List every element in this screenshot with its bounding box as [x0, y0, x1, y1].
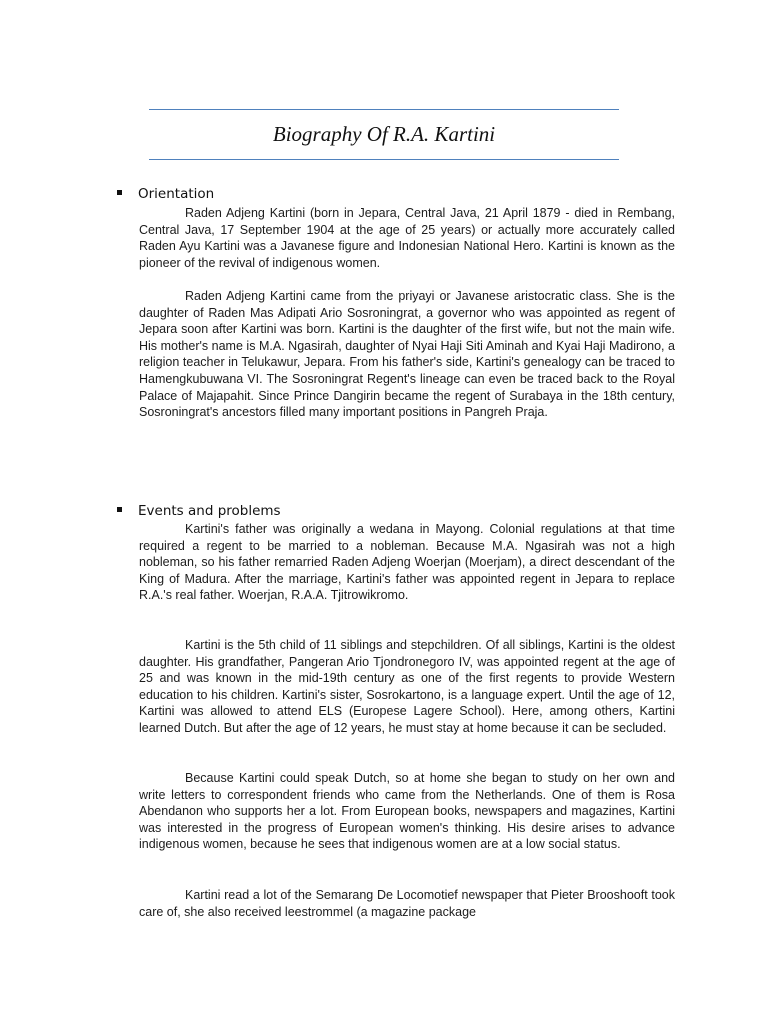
title-top-rule — [149, 109, 619, 110]
paragraph: Because Kartini could speak Dutch, so at home she began to study on her own and write letters to correspondent friends who came from the Netherlands. One of them is Rosa Abendanon who supports her a lot. From European books, newspapers and magazines, Kartini was interested in the progress of European women's thinking. His desire arises to advance indigenous women, because he sees that indigenous women are at a low social status. — [139, 771, 675, 852]
title-bottom-rule — [149, 159, 619, 160]
section-heading-text: Orientation — [138, 186, 215, 202]
paragraph: Raden Adjeng Kartini came from the priyayi or Javanese aristocratic class. She is the daughter of Raden Mas Adipati Ario Sosroningrat, a governor who was appointed as regent of Jepara soon after Kartini was born. Kartini is the daughter of the first wife, but not the main wife. His mother's name is M.A. Ngasirah, daughter of Nyai Haji Siti Aminah and Kyai Haji Madirono, a religion teacher in Telukawur, Jepara. From his father's side, Kartini's genealogy can be traced to Hamengkubuwana VI. The Sosroningrat Regent's lineage can even be traced back to the Royal Palace of Majapahit. Since Prince Dangirin became the regent of Surabaya in the 18th century, Sosroningrat's ancestors filled many important positions in Pangreh Praja. — [139, 289, 675, 420]
document-title: Biography Of R.A. Kartini — [272, 122, 496, 146]
section-heading-text: Events and problems — [138, 503, 281, 519]
paragraph: Kartini's father was originally a wedana in Mayong. Colonial regulations at that time required a regent to be married to a nobleman. Because M.A. Ngasirah was not a high nobleman, so his father remarried Raden Adjeng Woerjan (Moerjam), a direct descendant of the King of Madura. After the marriage, Kartini's father was appointed regent in Jepara to replace R.A.'s real father. Woerjan, R.A.A. Tjitrowikromo. — [139, 522, 675, 603]
paragraph: Kartini is the 5th child of 11 siblings and stepchildren. Of all siblings, Kartini is the oldest daughter. His grandfather, Pangeran Ario Tjondronegoro IV, was appointed regent at the age of 25 and was known in the mid-19th century as one of the first regents to provide Western education to his children. Kartini's sister, Sosrokartono, is a language expert. Until the age of 12, Kartini was allowed to attend ELS (Europese Lagere School). Here, among others, Kartini learned Dutch. But after the age of 12 years, he must stay at home because it can be secluded. — [139, 638, 675, 735]
paragraph: Raden Adjeng Kartini (born in Jepara, Central Java, 21 April 1879 - died in Rembang, Central Java, 17 September 1904 at the age of 25 years) or actually more accurately called Raden Ayu Kartini was a Javanese figure and Indonesian National Hero. Kartini is known as the pioneer of the revival of indigenous women. — [139, 206, 675, 270]
section-heading-events-and-problems — [117, 502, 281, 520]
bullet-icon — [117, 190, 122, 195]
section-heading-orientation — [117, 185, 214, 203]
bullet-icon — [117, 507, 122, 512]
paragraph: Kartini read a lot of the Semarang De Locomotief newspaper that Pieter Brooshooft took care of, she also received leestrommel (a magazine package — [139, 888, 675, 919]
